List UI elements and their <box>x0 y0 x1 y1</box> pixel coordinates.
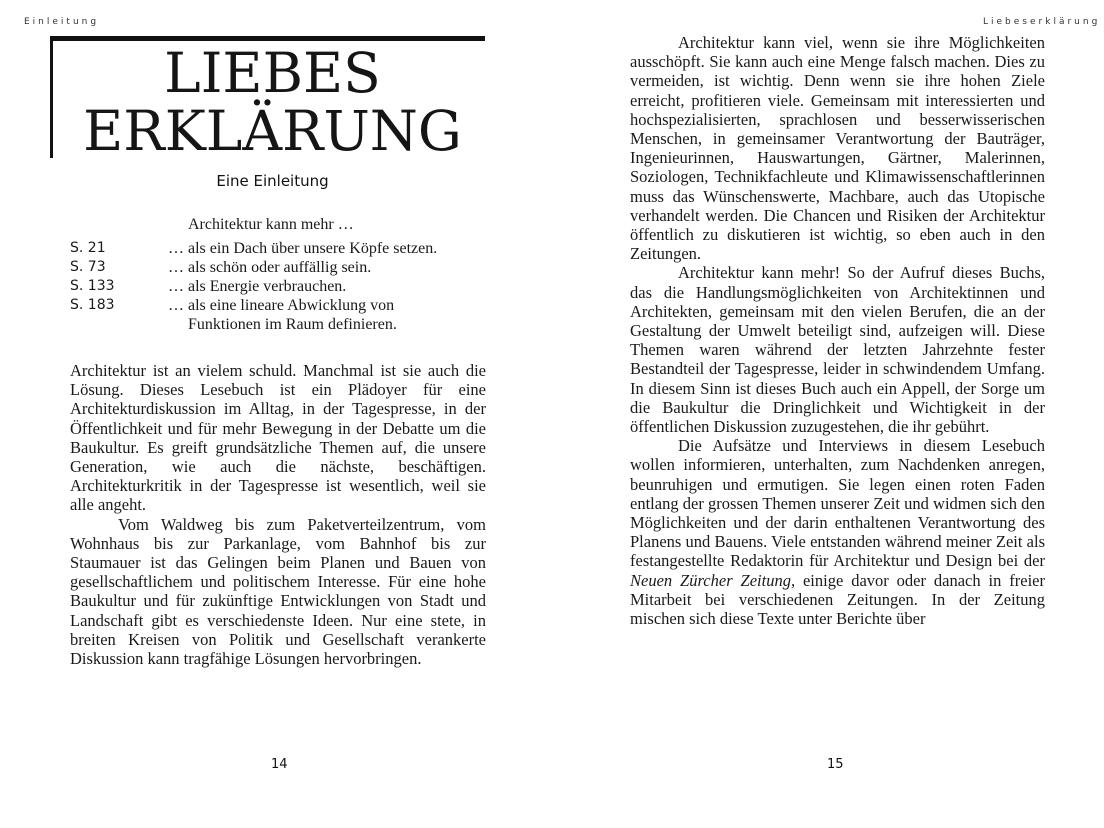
page-number-right: 15 <box>827 757 844 772</box>
paragraph: Architektur ist an vielem schuld. Manchmal ist sie auch die Lösung. Dieses Lesebuch ist ein Plädoyer für eine Architekturdiskussion im Alltag, in der Tagespresse, in der Öffentlichkeit und für mehr Bewegung in der Debatte um die Baukultur. Es greift grundsätzliche Themen auf, die unsere Generation, wie auch die nächste, beschäftigen. Architekturkritik in der Tagespresse ist wesentlich, weil sie alle angeht. <box>70 361 486 515</box>
paragraph: Vom Waldweg bis zum Paketverteilzentrum, vom Wohnhaus bis zur Parkanlage, vom Bahnhof bis zur Staumauer ist das Gelingen beim Planen und Bauen von gesellschaftlichem und politischem Interesse. Für eine hohe Baukultur und für zukünftige Entwicklungen von Stadt und Landschaft gibt es verschiedenste Ideen. Nur eine stete, in breiten Kreisen von Politik und Gesellschaft verankerte Diskussion kann tragfähige Lösungen hervorbringen. <box>70 514 486 669</box>
toc-ellipsis: … <box>168 297 184 314</box>
running-head-left: Einleitung <box>24 17 100 27</box>
toc-ellipsis: … <box>168 240 184 257</box>
toc-entry <box>70 240 490 259</box>
toc-entry <box>70 259 490 278</box>
toc-entry-text: als ein Dach über unsere Köpfe setzen. <box>188 240 438 257</box>
toc-page-ref: S. 183 <box>70 297 115 313</box>
paragraph-text: einige davor oder danach in freier Mitarbeit bei verschiedenen Zeitungen. In der Zeitung mischen sich diese Texte unter Berichte über <box>630 570 1045 629</box>
chapter-title <box>60 41 485 163</box>
toc-page-ref: S. 21 <box>70 240 106 256</box>
toc-entry-text: Funktionen im Raum definieren. <box>188 316 397 333</box>
toc-intro: Architektur kann mehr … <box>188 216 354 233</box>
toc-entry <box>70 278 490 297</box>
title-line-1: LIEBES <box>164 41 381 105</box>
toc-ellipsis: … <box>168 278 184 295</box>
toc-entry-text: als schön oder auffällig sein. <box>188 259 372 276</box>
toc-page-ref: S. 133 <box>70 278 115 294</box>
toc-entry <box>70 297 490 316</box>
chapter-subtitle: Eine Einleitung <box>216 172 329 190</box>
toc-page-ref: S. 73 <box>70 259 106 275</box>
toc-entry-continuation <box>70 316 490 335</box>
right-body-text <box>630 33 1045 628</box>
toc-ellipsis: … <box>168 259 184 276</box>
paragraph: Architektur kann viel, wenn sie ihre Möglichkeiten ausschöpft. Sie kann auch eine Menge falsch machen. Dies zu vermeiden, ist wichtig. Denn wenn sie ihre hohen Ziele erreicht, profitieren viele. Gemeinsam mit interessierten und hochspezialisierten, sprachlosen und besserwisserischen Menschen, in gemeinsamer Verantwortung der Bauträger, Ingenieurinnen, Hauswartungen, Gärtner, Malerinnen, Soziologen, Technikfachleute und Klimawissenschaftlerinnen muss das Wünschenswerte, Machbare, auch das Utopische verhandelt werden. Die Chancen und Risiken der Architektur öffentlich zu diskutieren ist wichtig, so eben auch in den Zeitungen. <box>630 33 1045 264</box>
title-line-2: ERKLÄRUNG <box>83 99 462 163</box>
left-body-text <box>70 361 486 668</box>
newspaper-name: Neuen Zürcher Zeitung, <box>630 570 796 590</box>
toc-entry-text: als eine lineare Abwicklung von <box>188 297 395 314</box>
title-vertical-rule <box>50 36 53 158</box>
paragraph-text: Die Aufsätze und Interviews in diesem Lesebuch wollen informieren, unterhalten, zum Nachdenken anregen, beunruhigen und ermutigen. Sie legen einen roten Faden entlang der grossen Themen unserer Zeit und widmen sich den Möglichkeiten und der darin enthaltenen Verantwortung des Planens und Bauens. Viele entstanden während meiner Zeit als festangestellte Redaktorin für Architektur und Design bei der <box>630 436 1045 571</box>
running-head-right: Liebeserklärung <box>983 17 1101 27</box>
toc-entry-text: als Energie verbrauchen. <box>188 278 347 295</box>
paragraph: Architektur kann mehr! So der Aufruf dieses Buchs, das die Handlungsmöglichkeiten von Architektinnen und Architekten, gemeinsam mit den vielen Berufen, die an der Gestaltung der Umwelt beteiligt sind, aufzeigen will. Diese Themen waren während der letzten Jahrzehnte fester Bestandteil der Tagespresse, leider in schwindendem Umfang. In diesem Sinn ist dieses Buch auch ein Appell, der Sorge um die Baukultur die Dringlichkeit und Wichtigkeit in der öffentlichen Diskussion zuzugestehen, die ihr gebührt. <box>630 263 1045 437</box>
page-number-left: 14 <box>271 757 288 772</box>
paragraph <box>630 436 1045 628</box>
